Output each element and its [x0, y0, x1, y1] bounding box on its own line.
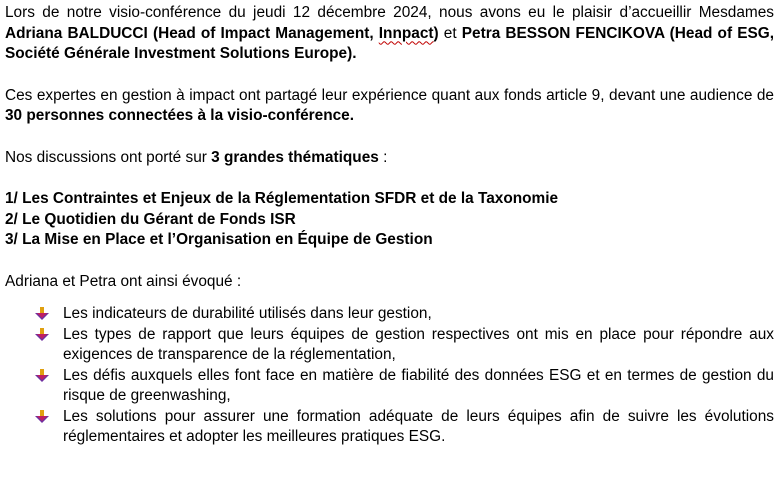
- audience-paragraph: [5, 86, 774, 127]
- list-item-text: Les types de rapport que leurs équipes de gestion respectives ont mis en place pour répondre aux exigences de transparence de la réglementation,: [63, 325, 774, 363]
- intro-text: Lors de notre visio-conférence du jeudi 12 décembre 2024, nous avons eu le plaisir d’accueillir Mesdames: [5, 4, 774, 21]
- list-item-text: Les solutions pour assurer une formation adéquate de leurs équipes afin de suivre les évolutions réglementaires et adopter les meilleures pratiques ESG.: [63, 407, 774, 445]
- list-item: [5, 407, 774, 448]
- list-item: [5, 304, 774, 325]
- theme-2: 2/ Le Quotidien du Gérant de Fonds ISR: [5, 210, 296, 228]
- speaker1-role-close: ): [433, 24, 439, 42]
- themes-intro-text: Nos discussions ont porté sur: [5, 148, 212, 166]
- speaker2-name: Petra BESSON FENCIKOVA: [461, 24, 665, 42]
- theme-1: 1/ Les Contraintes et Enjeux de la Réglementation SFDR et de la Taxonomie: [5, 190, 559, 207]
- intro-paragraph: [5, 3, 774, 65]
- speaker1-name: Adriana BALDUCCI: [5, 24, 148, 42]
- intro-connector: et: [438, 24, 462, 42]
- blank-line: [5, 127, 774, 148]
- blank-line: [5, 65, 774, 86]
- down-arrow-bullet-icon: [35, 307, 49, 321]
- evoked-intro: Adriana et Petra ont ainsi évoqué :: [5, 272, 242, 290]
- themes-count: 3 grandes thématiques: [211, 148, 379, 166]
- themes-intro-colon: :: [378, 148, 388, 166]
- blank-line: [5, 168, 774, 189]
- list-item-text: Les défis auxquels elles font face en matière de fiabilité des données ESG et en termes de gestion du risque de greenwashing,: [63, 366, 774, 404]
- down-arrow-bullet-icon: [35, 369, 49, 383]
- speaker1-company: Innpact: [378, 24, 434, 42]
- speaker2-role: (Head of ESG, Société Générale Investment Solutions Europe).: [5, 24, 774, 62]
- list-item-text: Les indicateurs de durabilité utilisés dans leur gestion,: [63, 305, 432, 322]
- down-arrow-bullet-icon: [35, 328, 49, 342]
- document-body: [5, 3, 774, 448]
- blank-line: [5, 251, 774, 272]
- down-arrow-bullet-icon: [35, 410, 49, 424]
- list-item: [5, 325, 774, 366]
- themes-intro: [5, 148, 774, 169]
- theme-3: 3/ La Mise en Place et l’Organisation en Équipe de Gestion: [5, 231, 433, 248]
- speaker1-role: (Head of Impact Management,: [147, 24, 379, 42]
- audience-text: Ces expertes en gestion à impact ont partagé leur expérience quant aux fonds article 9, devant une audience de: [5, 86, 774, 104]
- audience-count: 30 personnes connectées à la visio-conférence.: [5, 107, 355, 124]
- topics-list: [5, 304, 774, 448]
- list-item: [5, 366, 774, 407]
